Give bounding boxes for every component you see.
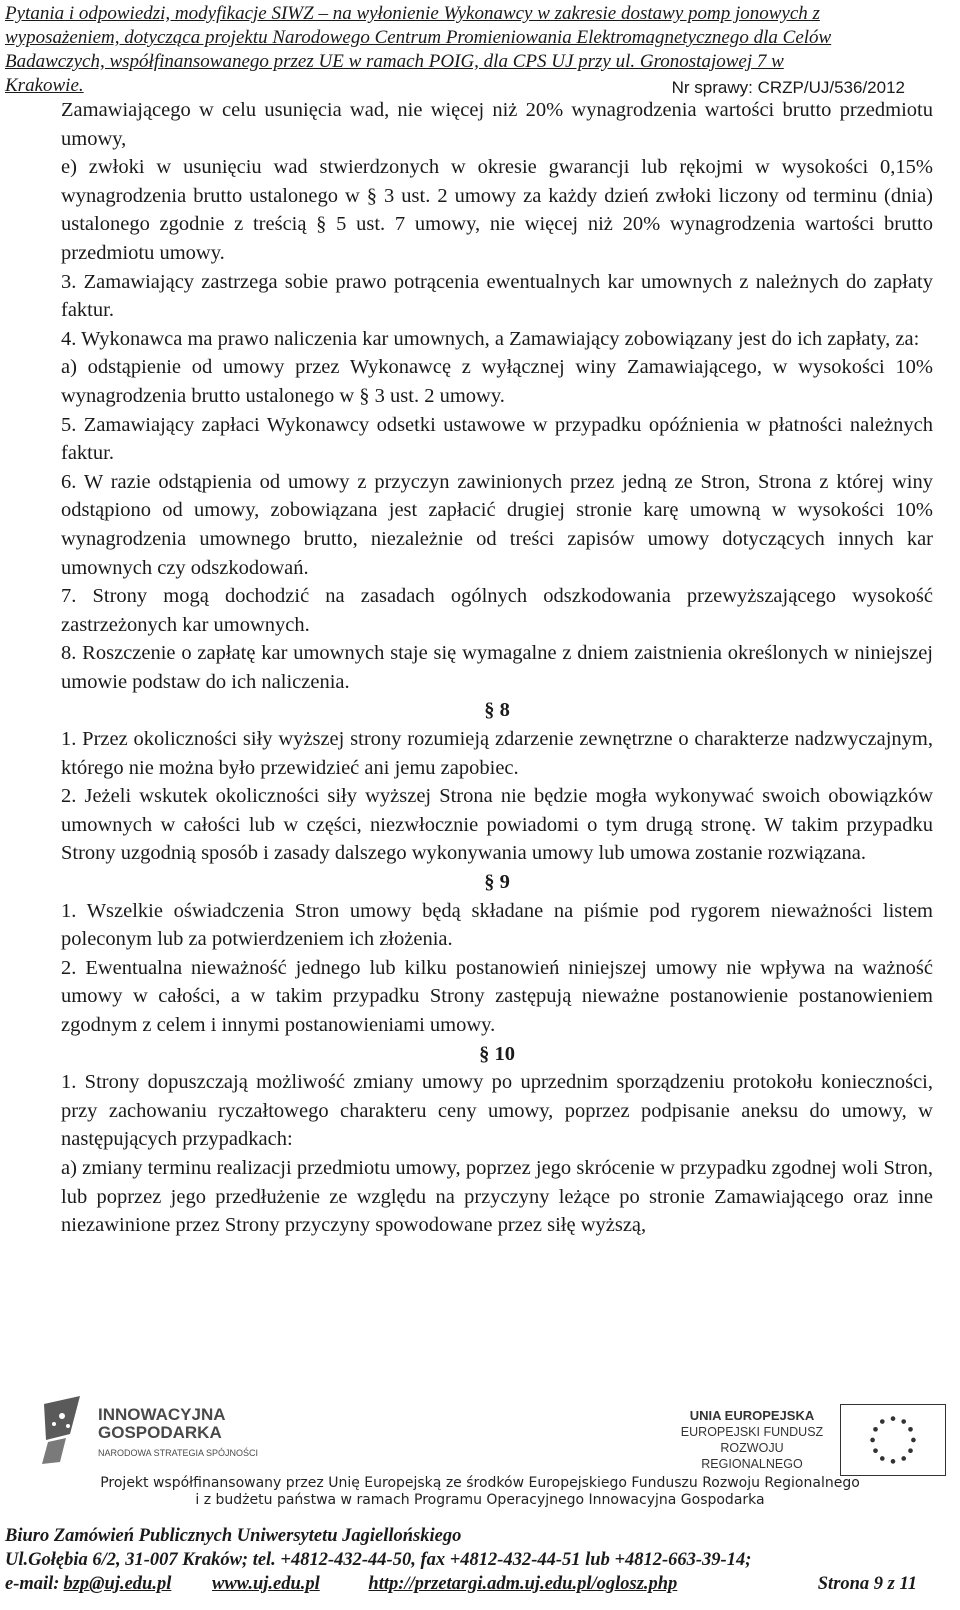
document-footer <box>5 1524 935 1596</box>
email-link[interactable]: bzp@uj.edu.pl <box>63 1574 172 1594</box>
paragraph: 1. Strony dopuszczają możliwość zmiany umowy po uprzednim sporządzeniu protokołu konieczności, przy zachowaniu ryczałtowego charakteru ceny umowy, poprzez podpisanie aneksu do umowy, w następujących przypadkach: <box>61 1071 933 1151</box>
header-line-1: Pytania i odpowiedzi, modyfikacje SIWZ – na wyłonienie Wykonawcy w zakresie dostawy pomp jonowych z <box>5 3 820 24</box>
email-label: e-mail: <box>5 1574 60 1594</box>
footer-org: Biuro Zamówień Publicznych Uniwersytetu Jagiellońskiego <box>5 1526 462 1546</box>
section-heading: § 10 <box>479 1042 515 1065</box>
document-body <box>61 96 933 1240</box>
innowacyjna-gospodarka-logo <box>40 1394 270 1474</box>
case-number: Nr sprawy: CRZP/UJ/536/2012 <box>671 78 905 97</box>
ig-logo-line-2: GOSPODARKA <box>98 1423 222 1442</box>
project-funding-note <box>0 1475 960 1509</box>
project-line-2: i z budżetu państwa w ramach Programu Operacyjnego Innowacyjna Gospodarka <box>195 1492 765 1508</box>
section-heading: § 9 <box>484 871 510 894</box>
eu-flag-icon <box>840 1404 946 1476</box>
ig-logo-icon <box>40 1394 92 1464</box>
paragraph: 3. Zamawiający zastrzega sobie prawo potrącenia ewentualnych kar umownych z należnych do zapłaty faktur. <box>61 270 933 322</box>
paragraph: 4. Wykonawca ma prawo naliczenia kar umownych, a Zamawiający zobowiązany jest do ich zapłaty, za: <box>61 327 920 350</box>
footer-address: Ul.Gołębia 6/2, 31-007 Kraków; tel. +4812-432-44-50, fax +4812-432-44-51 lub +4812-663-39-14; <box>5 1550 752 1570</box>
paragraph: a) odstąpienie od umowy przez Wykonawcę z wyłącznej winy Zamawiającego, w wysokości 10% wynagrodzenia brutto ustalonego w § 3 ust. 2 umowy. <box>61 356 933 407</box>
document-header <box>5 2 933 98</box>
paragraph: 2. Jeżeli wskutek okoliczności siły wyższej Strona nie będzie mogła wykonywać swoich obowiązków umownych w całości lub w części, niezwłocznie powiadomi o tym drugą stronę. W takim przypadku Strony uzgodnią sposób i zasady dalszego wykonywania umowy lub umowa zostanie rozwiązana. <box>61 785 933 865</box>
eu-logo <box>672 1404 942 1484</box>
ig-logo-line-3: NARODOWA STRATEGIA SPÓJNOŚCI <box>98 1448 259 1458</box>
project-line-1: Projekt współfinansowany przez Unię Europejską ze środków Europejskiego Funduszu Rozwoju Regionalnego <box>100 1475 860 1491</box>
eu-logo-line-1: UNIA EUROPEJSKA <box>689 1408 815 1423</box>
page-number: Strona 9 z 11 <box>817 1574 917 1594</box>
header-line-3: Badawczych, współfinansowanego przez UE w ramach POIG, dla CPS UJ przy ul. Gronostajowej 7 w <box>5 51 784 72</box>
header-line-2: wyposażeniem, dotycząca projektu Narodowego Centrum Promieniowania Elektromagnetycznego dla Celów <box>5 27 832 48</box>
paragraph: 6. W razie odstąpienia od umowy z przyczyn zawinionych przez jedną ze Stron, Strona z której winy odstąpiono od umowy, zobowiązana jest zapłacić drugiej stronie karę umowną w wysokości 10% wynagrodzenia umownego brutto, niezależnie od treści zapisów umowy dotyczących innych kar umownych czy odszkodowań. <box>61 470 933 579</box>
ig-logo-line-1: INNOWACYJNA <box>98 1405 226 1424</box>
paragraph: 2. Ewentualna nieważność jednego lub kilku postanowień niniejszej umowy nie wpływa na ważność umowy w całości, a w takim przypadku Strony zastępują nieważne postanowienie postanowieniem zgodnym z celem i innymi postanowieniami umowy. <box>61 956 933 1036</box>
paragraph: Zamawiającego w celu usunięcia wad, nie więcej niż 20% wynagrodzenia wartości brutto przedmiotu umowy, <box>61 99 933 150</box>
paragraph: 5. Zamawiający zapłaci Wykonawcy odsetki ustawowe w przypadku opóźnienia w płatności należnych faktur. <box>61 413 933 465</box>
eu-logo-line-2: EUROPEJSKI FUNDUSZ <box>680 1425 824 1439</box>
section-heading: § 8 <box>484 699 510 722</box>
paragraph: 1. Przez okoliczności siły wyższej strony rozumieją zdarzenie zewnętrzne o charakterze nadzwyczajnym, którego nie można było przewidzieć ani jemu zapobiec. <box>61 728 933 779</box>
header-line-4: Krakowie. <box>5 75 84 96</box>
paragraph: 7. Strony mogą dochodzić na zasadach ogólnych odszkodowania przewyższającego wysokość zastrzeżonych kar umownych. <box>61 585 933 636</box>
paragraph: e) zwłoki w usunięciu wad stwierdzonych w okresie gwarancji lub rękojmi w wysokości 0,15% wynagrodzenia brutto ustalonego w § 3 ust. 2 umowy za każdy dzień zwłoki liczony od terminu (dnia) ustalonego zgodnie z treścią § 5 ust. 7 umowy, nie więcej niż 20% wynagrodzenia wartości brutto przedmiotu umowy. <box>61 156 933 264</box>
tenders-link[interactable]: http://przetargi.adm.uj.edu.pl/oglosz.php <box>368 1574 678 1594</box>
website-link[interactable]: www.uj.edu.pl <box>212 1574 320 1594</box>
paragraph: 8. Roszczenie o zapłatę kar umownych staje się wymagalne z dniem zaistnienia określonych w niniejszej umowie podstaw do ich naliczenia. <box>61 642 933 693</box>
paragraph: a) zmiany terminu realizacji przedmiotu umowy, poprzez jego skrócenie w przypadku zgodnej woli Stron, lub poprzez jego przedłużenie ze względu na przyczyny leżące po stronie Zamawiającego oraz inne niezawinione przez Strony przyczyny spowodowane przez siłę wyższą, <box>61 1156 933 1237</box>
paragraph: 1. Wszelkie oświadczenia Stron umowy będą składane na piśmie pod rygorem nieważności listem poleconym lub za potwierdzeniem ich złożenia. <box>61 899 933 951</box>
eu-logo-line-3: ROZWOJU REGIONALNEGO <box>701 1441 803 1471</box>
